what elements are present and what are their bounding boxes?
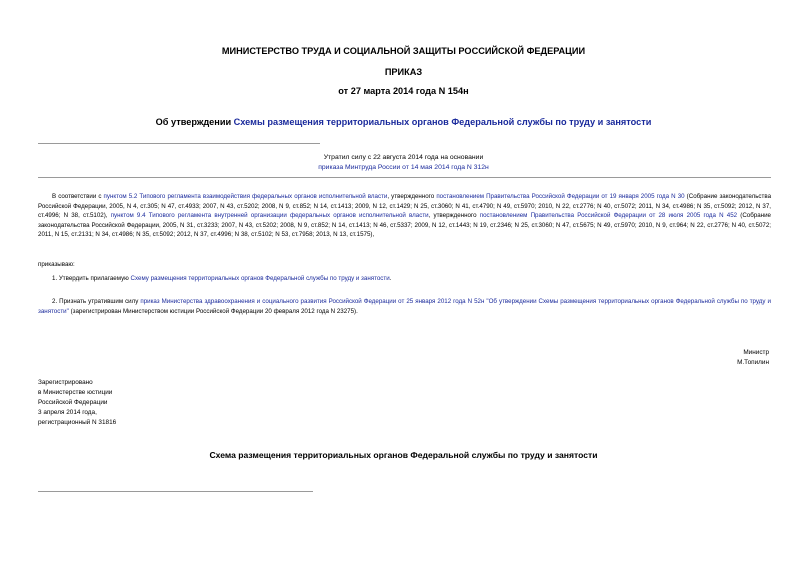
item-2-end: (зарегистрирован Министерством юстиции Российской Федерации 20 февраля 2012 года N 23275). bbox=[68, 307, 358, 315]
item-1-end: . bbox=[389, 275, 392, 282]
orders-word: приказываю: bbox=[38, 261, 75, 268]
signature-position: Министр bbox=[743, 349, 769, 356]
ministry-heading: МИНИСТЕРСТВО ТРУДА И СОЦИАЛЬНОЙ ЗАЩИТЫ РОССИЙСКОЙ ФЕДЕРАЦИИ bbox=[221, 46, 586, 56]
link-resolution-30[interactable]: постановлением Правительства Российской Федерации от 19 января 2005 года N 30 bbox=[436, 193, 685, 200]
link-regulation-internal[interactable]: пунктом 9.4 Типового регламента внутренней организации федеральных органов исполнительной власти bbox=[110, 212, 429, 220]
signature-block bbox=[737, 348, 769, 368]
order-title-link[interactable]: Схемы размещения территориальных органов Федеральной службы по труду и занятости bbox=[233, 117, 652, 127]
order-title-prefix: Об утверждении bbox=[155, 117, 234, 127]
registration-line-5: регистрационный N 31816 bbox=[38, 419, 117, 426]
registration-line-4: 3 апреля 2014 года, bbox=[38, 409, 97, 416]
order-title bbox=[0, 117, 807, 127]
divider-long bbox=[38, 177, 771, 178]
divider-short-bottom bbox=[38, 491, 313, 492]
registration-line-3: Российской Федерации bbox=[38, 399, 108, 406]
item-2-text: 2. Признать утратившим силу bbox=[52, 298, 141, 305]
preamble-text-3: (Собрание законодательства Российской Федерации, 2005, N 4, ст.305; N 47, ст.4933; 2007, N 43, ст.5202; 2008, N 9, ст.852; N 14, ст.1413; 2009, N 12, ст.1429; N 25, ст.3060; N 41, ст.4790; N 49, ст.5970; 2010, N 22, ст.2776; N 40, ст.5072; 2011, N 34, ст.4986; N 35, ст.5092; 2012, N 37, ст.4996; N 38, ст.5102), bbox=[38, 193, 772, 220]
order-type-heading: ПРИКАЗ bbox=[384, 67, 423, 77]
divider-short-top bbox=[38, 143, 320, 144]
signature-name: М.Топилин bbox=[737, 359, 769, 366]
item-1 bbox=[38, 274, 771, 284]
preamble-paragraph bbox=[38, 192, 771, 240]
preamble-text-5: (Собрание законодательства Российской Федерации, 2005, N 31, ст.3233; 2007, N 43, ст.5202; 2008, N 9, ст.852; N 14, ст.1413; N 46, ст.5337; 2009, N 12, ст.1443; N 19, ст.2346; N 25, ст.3060; N 47, ст.5675; N 49, ст.5970; 2010, N 9, ст.964; N 22, ст.2776; N 40, ст.5072; 2011, N 15, ст.2131; N 34, ст.4986; N 35, ст.5092; 2012, N 37, ст.4996; N 38, ст.5102; N 53, ст.7958; 2013, N 13, ст.1575), bbox=[38, 212, 771, 239]
order-date-number: от 27 марта 2014 года N 154н bbox=[338, 86, 469, 96]
link-order-52n[interactable]: приказ Министерства здравоохранения и социального развития Российской Федерации от 25 января 2012 года N 52н "Об утверждении Схемы размещения территориальных органов Федеральной службы по труду и занятости" bbox=[38, 298, 771, 315]
repeal-notice-link[interactable]: приказа Минтруда России от 14 мая 2014 года N 312н bbox=[318, 164, 489, 171]
preamble-text-2: , утвержденного bbox=[387, 193, 437, 200]
repeal-notice bbox=[0, 153, 807, 173]
registration-line-1: Зарегистрировано bbox=[38, 379, 93, 386]
link-regulation-interaction[interactable]: пунктом 5.2 Типового регламента взаимодействия федеральных органов исполнительной власти bbox=[103, 193, 388, 200]
preamble-text-4: , утвержденного bbox=[428, 212, 480, 220]
preamble-text-1: В соответствии с bbox=[52, 193, 104, 200]
link-resolution-452[interactable]: постановлением Правительства Российской Федерации от 28 июля 2005 года N 452 bbox=[479, 212, 738, 220]
registration-line-2: в Министерстве юстиции bbox=[38, 389, 113, 396]
registration-block bbox=[38, 378, 116, 428]
item-1-text: 1. Утвердить прилагаемую bbox=[52, 275, 131, 282]
appendix-title: Схема размещения территориальных органов Федеральной службы по труду и занятости bbox=[209, 450, 598, 460]
link-scheme[interactable]: Схему размещения территориальных органов Федеральной службы по труду и занятости bbox=[130, 275, 390, 282]
item-2 bbox=[38, 297, 771, 316]
repeal-notice-text: Утратил силу с 22 августа 2014 года на основании bbox=[323, 154, 484, 161]
